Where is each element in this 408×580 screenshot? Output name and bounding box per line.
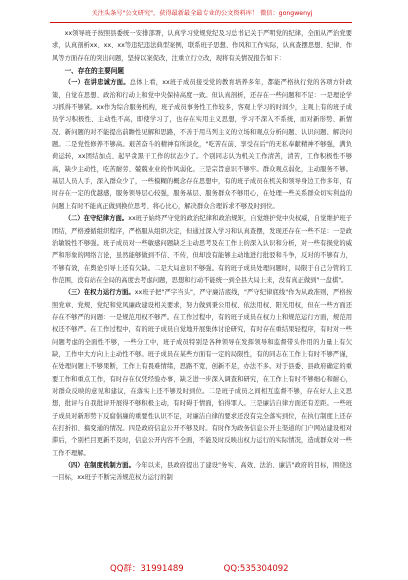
subsection-discipline [52, 213, 352, 287]
footer-contact [110, 562, 310, 574]
banner-divider [50, 22, 352, 23]
subsection-power [52, 287, 352, 460]
subsection-title: （一）在讲忠诚方面。 [64, 79, 130, 87]
intro-paragraph: xx领导班子按照县委统一安排部署，认真学习党规党纪及习总书记关于严明党的纪律，全面从严治党要求，认真剖析xx、xx、xx等违纪违法典型案例，联系班子思想、作风和工作实际，认真查摆思想、纪律、作风等方面存在的突出问题，坚持以案促改，注重立行立改，现将有关情况报告如下： [52, 30, 352, 62]
subsection-text: xx班子始终严守党的政治纪律和政治规矩，自觉维护党中央权威，自觉维护班子团结，严格遵循组织程序，严格服从组织决定，但通过深入学习和认真查摆，发现还存在一些不足：一是政治敏锐性不够强。班子成员对一些敏感问题缺乏主动思考及在工作上的深入认识和分析，对一些有损党的威严和形象的网络言论，虽然能够做到不信、不传，但却没有能够主动地进行批驳和斗争，反对的不够有力，不够有效，在舆论引导上还有欠缺。二是大局意识不够强。有的班子成员处理问题时，局限于自己分管的工作范围，没有站在全局的高度去考虑问题，思想和行动不能统一到全县大局上来，没有真正做到"一盘棋"。 [52, 215, 353, 284]
subsection-title: （三）在权力运行方面。 [64, 289, 135, 297]
subsection-title: （二）在守纪律方面。 [64, 215, 129, 223]
subsection-text: 总体上看，xx班子成员接受党的教育培养多年，都能严格执行党的各项方针政策，自觉在思想、政治和行动上和党中央保持高度一致。但认真剖析，还存在一些问题和不足：一是理论学习抓得不够紧。xx作为综合服务机构，班子成员事务性工作较多，客观上学习的时间少，主观上有的班子成员学习积极性、主动性不高，即使学习了，也存在实用主义思想，学习不深入不系统，而对新形势、新情况、新问题的对不能提出前瞻性见解和思路，不善于用马列主义的立场和观点分析问题、认识问题、解决问题。二是党性修养不够高。艰苦奋斗的精神有所淡化，"吃苦在前、享受在后"的无私奉献精神不够强，满负荷运转，xx团结加点、起早贪黑干工作的状态少了。个别同志认为机关工作清苦，清苦，工作积极性不够高，缺少主动性，吃苦耐劳、兢兢业业的作风弱化。三是宗旨意识不够牢。群众观点弱化，主动服务不够。基层人员人手，深入群众少了，一些模糊的概念存在思想中，有的班子成员在机关和领导身边工作多年，有时存在一定的优越感，服务领导层心较强，服务基层、服务群众不够用心，在处理一些关系群众切实利益的问题上有时不能真正做到换位思考、将心比心，解决群众合理诉求不够及时到位。 [52, 79, 353, 210]
promo-banner: 关注头条号"公文研究"，获得最新最全最专业的公文资料库！ 微信：gongwenyj [91, 10, 313, 17]
qq-number-text: QQ:535304092 [223, 564, 289, 574]
subsection-title: （四）在制度机制方面。 [64, 462, 135, 470]
subsection-text: xx班子把"严字当头"，严守廉洁底线，"严守纪律底线"作为从政准则，严格按照党章、党规、党纪和党风廉政建设相关要求，努力做到秉公用权、依法用权、阳光用权，但在一些方面还存在不够严的问题：一是规范用权不够严。在工作过程中，有的班子成员在权力上和规范运行方面，规范用权还不够严。在工作过程中，有的班子成员自觉地开展集体讨论研究，有时存在重结果轻程序，有时对一些问题考虑的全面性不够，一些分工中，班子成员特别是各种领导在发挥领导和监督带头作用的力量上有欠缺，工作中大方向上主动性不够。班子成员在某些方面有一定的局限性，有的同志在工作上有时不够严谨，在处理问题上不够果断，工作上有畏难情绪，思路不宽，创新不足，办法不多。对于县委、县政府确定的重要工作和重点工作，有时存在仅凭经验办事，缺乏进一步深入调查和研究，在工作上有时不够细心和耐心，对群众反映的意见和建议，在落实上还不够及时到位。二是班子成员之间相互监督不够，存在好人主义思想，批评与自我批评开展得不够积极主动，有时碍于情面，怕得罪人。三是廉洁自律方面还有差距。一些班子成员对新形势下反腐倡廉的重要性认识不足，对廉洁自律的要求还没有完全落实到位，在执行制度上还存在打折扣、搞变通的情况。四是政府信息公开不够及时。有时作为政务信息公开主渠道的门户网站建设相对滞后，个别栏目更新不及时，信息公开内容不全面，不能及时反映出权力运行的实际情况，造成群众对一些工作不理解。 [52, 289, 352, 457]
section-heading: 一、存在的主要问题 [64, 67, 124, 76]
subsection-text: 今年以来，县政府提出了建设"务实、高效、法治、廉洁"政府的目标，围绕这一目标，xx班子不断完善规范权力运行的制 [52, 462, 353, 482]
subsection-institutions [52, 460, 352, 485]
subsection-loyalty [52, 77, 352, 213]
qq-group-text: QQ群：31991489 [110, 564, 184, 574]
document-body [52, 28, 352, 485]
